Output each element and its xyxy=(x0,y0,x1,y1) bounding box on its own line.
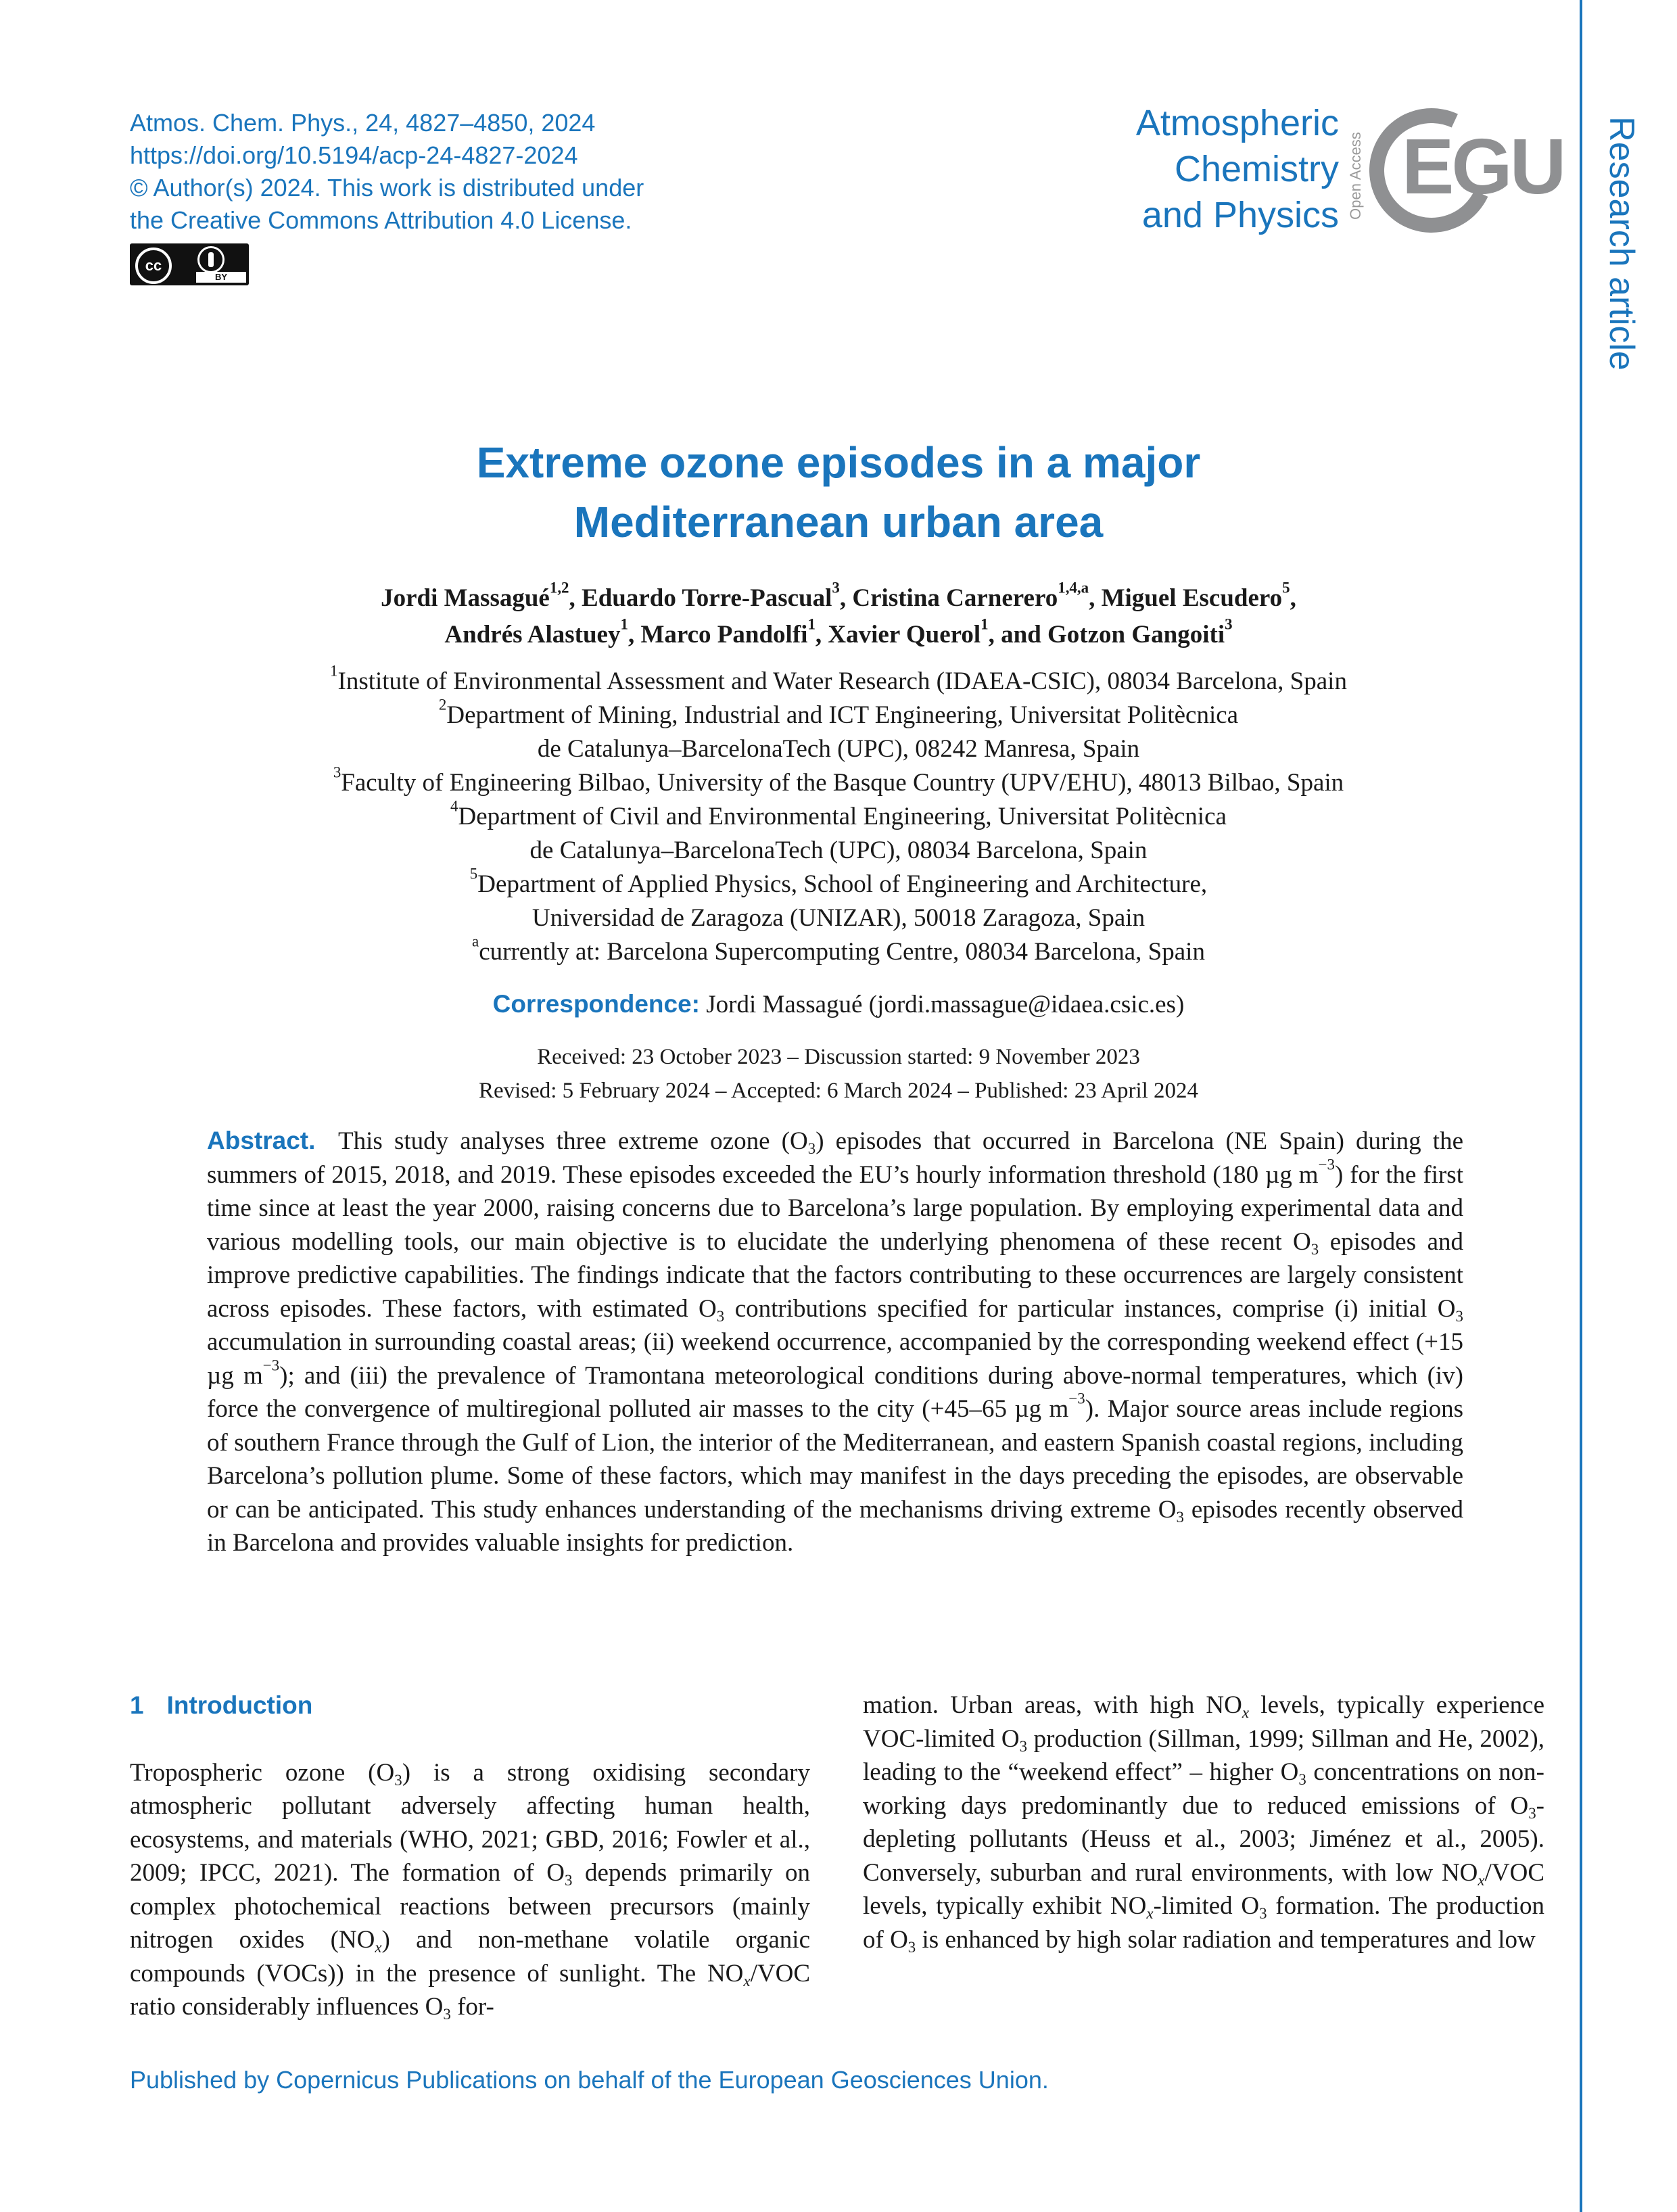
author-affiliation-mark: 1,2 xyxy=(549,579,569,596)
affiliation-item: de Catalunya–BarcelonaTech (UPC), 08034 Barcelona, Spain xyxy=(529,837,1148,864)
title-line-2: Mediterranean urban area xyxy=(573,498,1104,546)
open-access-text: Open Access xyxy=(1347,132,1364,220)
citation-block xyxy=(130,107,644,237)
body-column-right xyxy=(863,1689,1544,1956)
author-name: Xavier Querol xyxy=(828,621,981,649)
journal-name-line-3: and Physics xyxy=(1141,195,1339,235)
article-type-label xyxy=(1601,101,1642,385)
author-list xyxy=(130,580,1547,653)
author-affiliation-mark: 5 xyxy=(1282,579,1290,596)
author-affiliation-mark: 1 xyxy=(807,615,816,633)
article-type-text: Research article xyxy=(1602,116,1641,371)
author-affiliation-mark: 1 xyxy=(620,615,628,633)
attribution-person-icon xyxy=(197,246,225,273)
author-line-2: Andrés Alastuey$^1$, Marco Pandolfi$^1$, Xavier Querol$^1$, and Gotzon Gangoiti$^3$ xyxy=(444,615,1233,649)
author-name: Cristina Carnerero xyxy=(852,584,1058,612)
doi-link[interactable]: https://doi.org/10.5194/acp-24-4827-2024 xyxy=(130,141,578,169)
correspondence-email[interactable]: Jordi Massagué (jordi.massague@idaea.csic.es) xyxy=(706,991,1185,1018)
affiliation-item: Universidad de Zaragoza (UNIZAR), 50018 Zaragoza, Spain xyxy=(532,904,1145,932)
journal-citation: Atmos. Chem. Phys., 24, 4827–4850, 2024 xyxy=(130,109,596,137)
journal-name-line-1: Atmospheric xyxy=(1135,103,1339,143)
copyright-line: © Author(s) 2024. This work is distributed under xyxy=(130,174,644,202)
dates-line-2: Revised: 5 February 2024 – Accepted: 6 March 2024 – Published: 23 April 2024 xyxy=(478,1079,1199,1103)
author-affiliation-mark: 1,4,a xyxy=(1058,579,1089,596)
license-link[interactable]: the Creative Commons Attribution 4.0 License. xyxy=(130,206,632,234)
open-access-label xyxy=(1346,118,1366,233)
author-name: Gotzon Gangoiti xyxy=(1047,621,1225,649)
author-affiliation-mark: 1 xyxy=(981,615,989,633)
article-dates xyxy=(130,1040,1547,1108)
affiliation-item: $^3$Faculty of Engineering Bilbao, University of the Basque Country (UPV/EHU), 48013 Bilbao, Spain xyxy=(333,763,1344,797)
affiliation-item: $^5$Department of Applied Physics, School of Engineering and Architecture, xyxy=(469,865,1208,898)
correspondence-label: Correspondence: xyxy=(492,990,701,1018)
section-number: 1 xyxy=(130,1691,144,1719)
affiliation-item: $^1$Institute of Environmental Assessment and Water Research (IDAEA-CSIC), 08034 Barcelona, Spain xyxy=(330,662,1347,695)
journal-name xyxy=(1136,100,1339,238)
author-name: Jordi Massagué xyxy=(381,584,550,612)
author-name: Andrés Alastuey xyxy=(444,621,621,649)
paper-title xyxy=(130,433,1547,552)
correspondence xyxy=(130,987,1547,1022)
title-line-1: Extreme ozone episodes in a major xyxy=(476,438,1201,487)
egu-logo xyxy=(1369,101,1564,237)
cc-icon: cc xyxy=(135,248,172,284)
publisher-footer: Published by Copernicus Publications on behalf of the European Geosciences Union. xyxy=(130,2066,1049,2094)
abstract-label: Abstract. xyxy=(207,1127,316,1154)
cc-by-license-icon[interactable] xyxy=(130,243,249,285)
body-paragraph: mation. Urban areas, with high $NO_x$ levels, typically experience VOC-limited $O_3$ production (Sillman, 1999; Sillman and He, 2002), leading to the “weekend effect” – higher $O_3$ concentrations on non-working days predominantly due to reduced emissions of $O_3$-depleting pollutants (Heuss et al., 2003; Jiménez et al., 2005). Conversely, suburban and rural environments, with low $NO_x$/VOC levels, typically exhibit $NO_x$-limited $O_3$ formation. The production of $O_3$ is enhanced by high solar radiation and temperatures and low xyxy=(863,1691,1544,1956)
affiliation-list xyxy=(130,662,1547,969)
abstract xyxy=(207,1124,1463,1560)
author-name: Marco Pandolfi xyxy=(640,621,808,649)
body-paragraph: Tropospheric ozone $(O_3)$ is a strong oxidising secondary atmospheric pollutant adversely affecting human health, ecosystems, and materials (WHO, 2021; GBD, 2016; Fowler et al., 2009; IPCC, 2021). The formation of $O_3$ depends primarily on complex photochemical reactions between precursors (mainly nitrogen oxides $(NO_x)$ and non-methane volatile organic compounds (VOCs)) in the presence of sunlight. The $NO_x$/VOC ratio considerably influences $O_3$ for- xyxy=(130,1758,810,2023)
author-affiliation-mark: 3 xyxy=(832,579,840,596)
by-label: BY xyxy=(196,272,246,283)
author-affiliation-mark: 3 xyxy=(1225,615,1233,633)
affiliation-item: de Catalunya–BarcelonaTech (UPC), 08242 Manresa, Spain xyxy=(537,735,1140,763)
abstract-text: This study analyses three extreme ozone $(O_3)$ episodes that occurred in Barcelona (NE Spain) during the summers of 2015, 2018, and 2019. These episodes exceeded the EU’s hourly information threshold (180 µg $m^{-3}$) for the first time since at least the year 2000, raising concerns due to Barcelona’s large population. By employing experimental data and various modelling tools, our main objective is to elucidate the underlying phenomena of these recent $O_3$ episodes and improve predictive capabilities. The findings indicate that the factors contributing to these occurrences are largely consistent across episodes. These factors, with estimated $O_3$ contributions specified for particular instances, comprise (i) initial $O_3$ accumulation in surrounding coastal areas; (ii) weekend occurrence, accompanied by the corresponding weekend effect (+15 µg $m^{-3}$); and (iii) the prevalence of Tramontana meteorological conditions during above-normal temperatures, which (iv) force the convergence of multiregional polluted air masses to the city (+45–65 µg $m^{-3}$). Major source areas include regions of southern France through the Gulf of Lion, the interior of the Mediterranean, and eastern Spanish coastal regions, including Barcelona’s pollution plume. Some of these factors, which may manifest in the days preceding the episodes, are observable or can be anticipated. This study enhances understanding of the mechanisms driving extreme $O_3$ episodes recently observed in Barcelona and provides valuable insights for prediction. xyxy=(207,1127,1464,1557)
affiliation-item: $^2$Department of Mining, Industrial and ICT Engineering, Universitat Politècnica xyxy=(438,696,1239,729)
author-name: Eduardo Torre-Pascual xyxy=(582,584,832,612)
journal-name-line-2: Chemistry xyxy=(1174,149,1339,189)
egu-logo-text: EGU xyxy=(1402,122,1564,210)
section-title: Introduction xyxy=(166,1691,313,1719)
section-heading xyxy=(130,1689,810,1722)
author-line-1: Jordi Massagué$^{1,2}$, Eduardo Torre-Pascual$^3$, Cristina Carnerero$^{1,4,a}$, Miguel Escudero$^5$, xyxy=(381,579,1296,612)
affiliation-item: $^4$Department of Civil and Environmental Engineering, Universitat Politècnica xyxy=(450,797,1227,830)
author-name: Miguel Escudero xyxy=(1101,584,1283,612)
side-divider xyxy=(1580,0,1582,2212)
affiliation-item: $^a$currently at: Barcelona Supercomputing Centre, 08034 Barcelona, Spain xyxy=(472,933,1205,966)
dates-line-1: Received: 23 October 2023 – Discussion started: 9 November 2023 xyxy=(537,1045,1140,1069)
body-column-left xyxy=(130,1689,810,2024)
